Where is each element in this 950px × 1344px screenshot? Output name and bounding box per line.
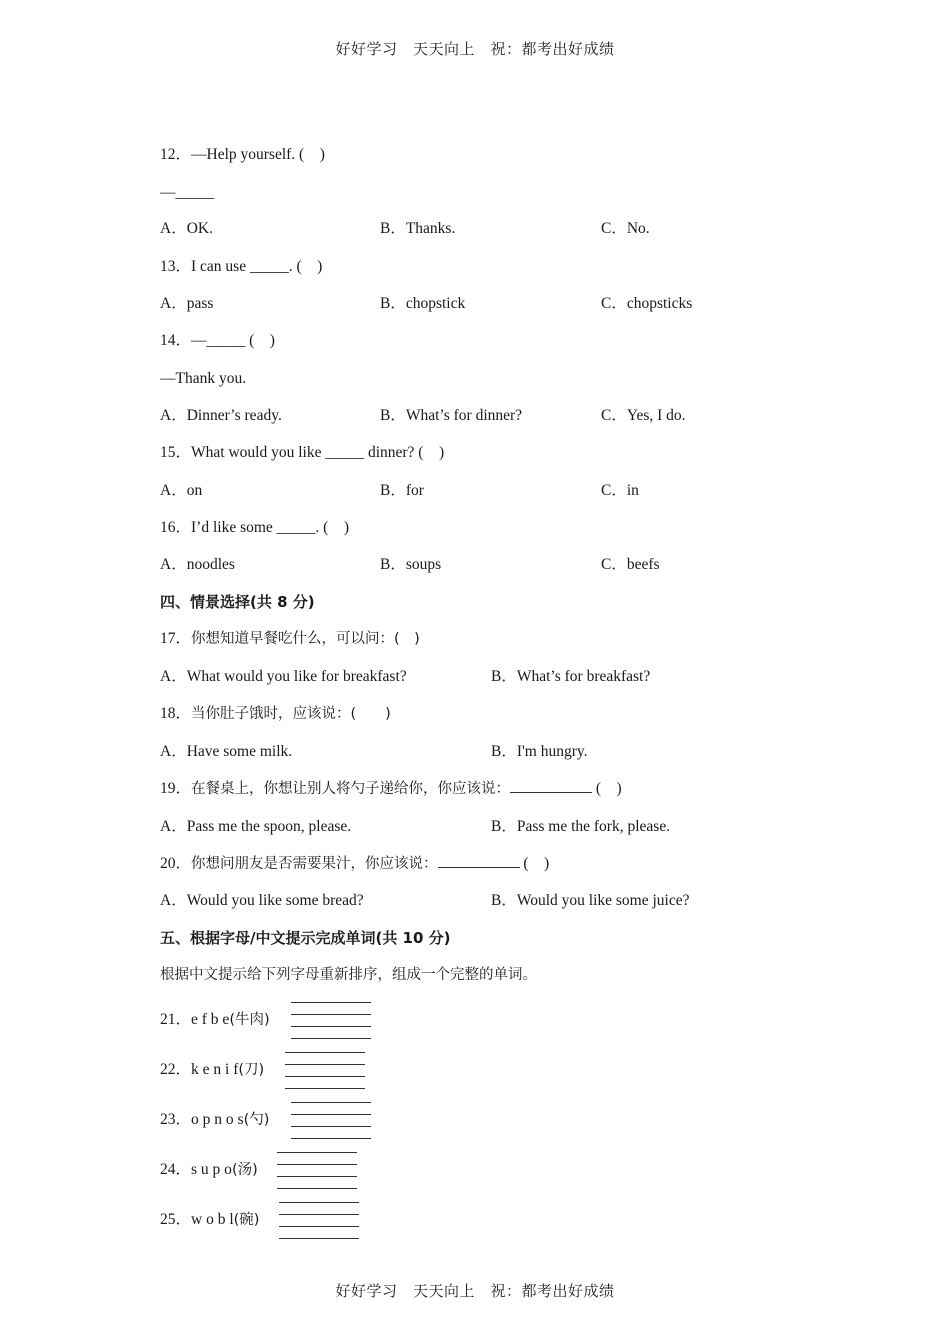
word-prompt: 21．e f b e(牛肉) (160, 1011, 270, 1028)
answer-blank[interactable] (510, 780, 592, 793)
option-c[interactable]: C．in (601, 482, 639, 499)
answer-lines[interactable] (291, 1091, 371, 1139)
question-number: 20． (160, 855, 192, 872)
question-14-options (160, 405, 800, 427)
page-footer: 好好学习 天天向上 祝：都考出好成绩 (335, 1282, 615, 1300)
option-a[interactable]: A．Have some milk. (160, 743, 293, 760)
question-stem: I can use _____. ( ) (191, 258, 323, 275)
question-number: 16． (160, 519, 192, 536)
word-prompt: 24．s u p o(汤) (160, 1161, 258, 1178)
question-bracket: ( ) (595, 780, 622, 797)
question-number: 12． (160, 146, 192, 163)
question-15-options (160, 480, 800, 502)
option-b[interactable]: B．for (380, 482, 424, 499)
option-b[interactable]: B．soups (380, 556, 442, 573)
option-b[interactable]: B．Thanks. (380, 220, 456, 237)
question-stem: I’d like some _____. ( ) (191, 519, 349, 536)
question-16-options (160, 554, 800, 576)
option-a[interactable]: A．Pass me the spoon, please. (160, 818, 352, 835)
question-17-options (160, 666, 800, 688)
option-a[interactable]: A．What would you like for breakfast? (160, 668, 407, 685)
answer-blank[interactable] (438, 855, 520, 868)
question-15 (160, 442, 444, 464)
word-prompt: 22．k e n i f(刀) (160, 1061, 265, 1078)
option-a[interactable]: A．OK. (160, 220, 213, 237)
question-number: 19． (160, 780, 192, 797)
answer-lines[interactable] (291, 991, 371, 1039)
question-stem: —Help yourself. ( ) (191, 146, 325, 163)
option-a[interactable]: A．pass (160, 295, 214, 312)
option-b[interactable]: B．I'm hungry. (491, 743, 588, 760)
question-20 (160, 853, 549, 875)
option-b[interactable]: B．Pass me the fork, please. (491, 818, 671, 835)
question-12 (160, 144, 325, 166)
question-number: 17． (160, 630, 192, 647)
question-12-sub: —_____ (160, 184, 215, 201)
option-a[interactable]: A．noodles (160, 556, 235, 573)
option-a[interactable]: A．Dinner’s ready. (160, 407, 282, 424)
page-header: 好好学习 天天向上 祝：都考出好成绩 (335, 40, 615, 58)
question-14 (160, 330, 275, 352)
word-item-25 (160, 1199, 420, 1243)
question-stem: 当你肚子饿时，应该说：( ) (191, 706, 391, 722)
question-16 (160, 517, 349, 539)
section-5-title: 五、根据字母/中文提示完成单词(共 10 分) (160, 929, 451, 947)
question-14-sub: —Thank you. (160, 370, 247, 387)
word-item-23 (160, 1099, 420, 1143)
question-stem: —_____ ( ) (191, 332, 275, 349)
answer-lines[interactable] (277, 1141, 357, 1189)
question-12-options (160, 218, 800, 240)
question-stem: 你想问朋友是否需要果汁，你应该说： (191, 856, 438, 872)
option-c[interactable]: C．chopsticks (601, 295, 693, 312)
question-number: 14． (160, 332, 192, 349)
question-number: 15． (160, 444, 192, 461)
word-item-24 (160, 1149, 420, 1193)
question-13 (160, 256, 322, 278)
option-c[interactable]: C．beefs (601, 556, 660, 573)
question-18-options (160, 741, 800, 763)
question-19 (160, 778, 622, 800)
section-4-title: 四、情景选择(共 8 分) (160, 593, 315, 611)
option-b[interactable]: B．chopstick (380, 295, 466, 312)
question-stem: 你想知道早餐吃什么，可以问：( ) (191, 631, 420, 647)
option-c[interactable]: C．No. (601, 220, 650, 237)
question-20-options (160, 890, 800, 912)
option-b[interactable]: B．What’s for breakfast? (491, 668, 651, 685)
question-18 (160, 703, 391, 725)
option-c[interactable]: C．Yes, I do. (601, 407, 686, 424)
word-item-22 (160, 1049, 420, 1093)
question-13-options (160, 293, 800, 315)
question-number: 13． (160, 258, 192, 275)
question-bracket: ( ) (523, 855, 550, 872)
word-item-21 (160, 999, 420, 1043)
question-stem: 在餐桌上，你想让别人将勺子递给你，你应该说： (191, 781, 511, 797)
question-17 (160, 628, 420, 650)
question-stem: What would you like _____ dinner? ( ) (191, 444, 445, 461)
option-a[interactable]: A．Would you like some bread? (160, 892, 364, 909)
question-number: 18． (160, 705, 192, 722)
option-b[interactable]: B．What’s for dinner? (380, 407, 523, 424)
question-19-options (160, 816, 800, 838)
answer-lines[interactable] (285, 1041, 365, 1089)
option-b[interactable]: B．Would you like some juice? (491, 892, 690, 909)
answer-lines[interactable] (279, 1191, 359, 1239)
word-prompt: 23．o p n o s(勺) (160, 1111, 270, 1128)
word-prompt: 25．w o b l(碗) (160, 1211, 260, 1228)
option-a[interactable]: A．on (160, 482, 203, 499)
section-5-instruction: 根据中文提示给下列字母重新排序，组成一个完整的单词。 (160, 967, 537, 983)
